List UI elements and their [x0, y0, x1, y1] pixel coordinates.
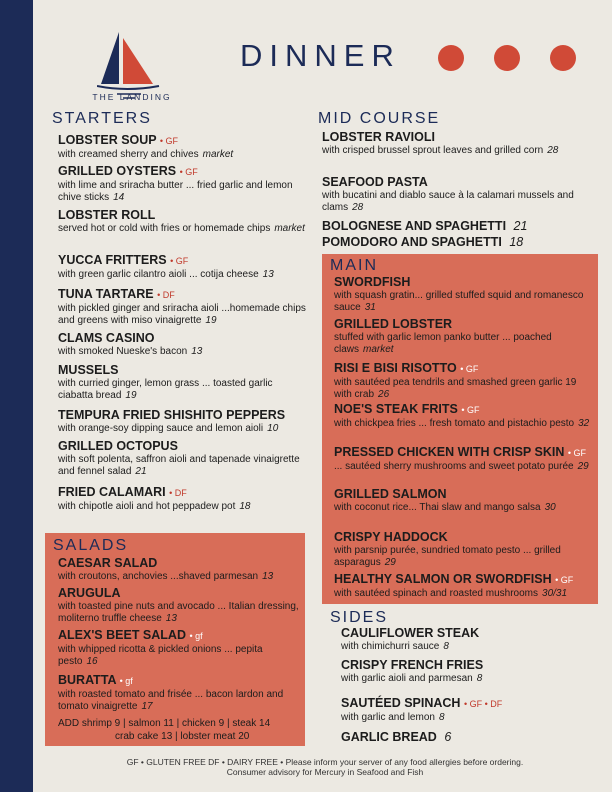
item-name-text: HEALTHY SALMON OR SWORDFISH — [334, 572, 552, 586]
item-name-text: SAUTÉED SPINACH — [341, 696, 461, 710]
item-price: 19 — [125, 390, 137, 401]
diet-tag: • GF — [461, 405, 480, 415]
menu-item — [58, 331, 306, 358]
item-description: with sautéed pea tendrils and smashed green garlic 19 with crab — [334, 377, 577, 400]
menu-item — [341, 626, 596, 653]
item-name-text: BURATTA — [58, 673, 117, 687]
item-description: with parsnip purée, sundried tomato pesto ... grilled asparagus — [334, 545, 561, 568]
item-price: market — [202, 149, 234, 160]
menu-item-name — [58, 439, 306, 454]
menu-item — [322, 219, 597, 234]
menu-item — [334, 572, 596, 600]
item-price: 18 — [509, 235, 524, 249]
item-price: 13 — [262, 269, 274, 280]
item-name-text: GRILLED OCTOPUS — [58, 439, 178, 453]
footer-line-2: Consumer advisory for Mercury in Seafood and Fish — [226, 767, 424, 777]
diet-tag: • GF • DF — [463, 699, 503, 709]
starters-heading: STARTERS — [52, 110, 152, 127]
menu-item-name — [58, 287, 306, 303]
menu-item-name — [322, 175, 597, 190]
menu-item — [58, 586, 303, 625]
item-description: served hot or cold with fries or homemade chips — [58, 223, 271, 234]
item-description: with chickpea fries ... fresh tomato and pistachio pesto — [334, 418, 575, 429]
menu-item — [322, 130, 597, 157]
menu-item-name — [334, 572, 596, 588]
salads-panel — [45, 533, 305, 746]
diet-tag: • GF — [460, 364, 479, 374]
item-name-text: GARLIC BREAD — [341, 730, 437, 744]
item-description: stuffed with garlic lemon panko butter ... poached claws — [334, 332, 552, 355]
menu-item — [58, 556, 303, 583]
item-price: 18 — [239, 501, 251, 512]
diet-tag: • gf — [189, 631, 203, 641]
item-price: 30/31 — [542, 588, 568, 599]
menu-item — [322, 175, 597, 214]
diet-tag: • GF — [179, 167, 198, 177]
item-description: with crisped brussel sprout leaves and grilled corn — [322, 145, 544, 156]
menu-item — [58, 439, 306, 478]
item-price: 31 — [364, 302, 376, 313]
menu-item — [58, 133, 306, 161]
item-name-text: CLAMS CASINO — [58, 331, 155, 345]
salads-add-line: ADD shrimp 9 | salmon 11 | chicken 9 | steak 14 — [58, 718, 271, 729]
menu-item-name — [58, 586, 303, 601]
footer-line-1: GF • GLUTEN FREE DF • DAIRY FREE • Please inform your server of any food allergies before ordering. — [126, 757, 524, 767]
item-name-text: MUSSELS — [58, 363, 119, 377]
mid-course-heading: MID COURSE — [318, 110, 441, 127]
menu-item — [334, 487, 596, 514]
item-description: with pickled ginger and sriracha aioli ...homemade chips and greens with miso vinaigrette — [58, 303, 306, 326]
item-name-text: CRISPY FRENCH FRIES — [341, 658, 484, 672]
item-price: 26 — [378, 389, 390, 400]
menu-item — [58, 253, 306, 281]
item-price: 8 — [476, 673, 483, 684]
menu-item — [334, 317, 596, 356]
item-name-text: LOBSTER ROLL — [58, 208, 156, 222]
menu-item-name — [58, 363, 306, 378]
menu-item-name — [58, 133, 306, 149]
menu-item-name — [334, 361, 596, 377]
menu-item-name — [322, 219, 597, 234]
item-price: 8 — [443, 641, 449, 652]
diet-tag: • GF — [555, 575, 574, 585]
item-description: with squash gratin... grilled stuffed squid and romanesco sauce — [334, 290, 584, 313]
menu-item — [341, 696, 596, 724]
menu-item — [58, 287, 306, 327]
menu-item-name — [58, 673, 303, 689]
item-name-text: LOBSTER SOUP — [58, 133, 157, 147]
menu-item — [334, 402, 596, 430]
item-price: 8 — [438, 712, 445, 723]
footer-note — [55, 757, 595, 777]
item-price: 10 — [267, 423, 279, 434]
item-price: 28 — [547, 145, 559, 156]
item-price: 30 — [544, 502, 556, 513]
menu-item — [322, 235, 597, 250]
item-price: market — [363, 344, 394, 355]
item-price: 16 — [86, 656, 98, 667]
item-price: 29 — [577, 461, 589, 472]
item-description: with whipped ricotta & pickled onions ... pepita pesto — [58, 644, 263, 667]
menu-item — [58, 208, 306, 235]
item-name-text: CAESAR SALAD — [58, 556, 158, 570]
item-name-text: CAULIFLOWER STEAK — [341, 626, 480, 640]
menu-item-name — [334, 275, 596, 290]
item-description: with curried ginger, lemon grass ... toasted garlic ciabatta bread — [58, 378, 273, 401]
menu-item-name — [58, 628, 303, 644]
item-name-text: ARUGULA — [58, 586, 121, 600]
item-description: with soft polenta, saffron aioli and tapenade vinaigrette and fennel salad — [58, 454, 300, 477]
menu-item-name — [334, 530, 596, 545]
menu-item — [58, 628, 303, 668]
decorative-dot — [550, 45, 576, 71]
item-price: 32 — [578, 418, 590, 429]
item-name-text: ALEX'S BEET SALAD — [58, 628, 186, 642]
menu-item-name — [334, 445, 596, 461]
item-name-text: YUCCA FRITTERS — [58, 253, 167, 267]
item-name-text: SWORDFISH — [334, 275, 411, 289]
item-name-text: BOLOGNESE AND SPAGHETTI — [322, 219, 507, 233]
menu-item — [334, 445, 596, 473]
menu-item-name — [334, 487, 596, 502]
menu-item-name — [58, 485, 306, 501]
item-price: 19 — [205, 315, 217, 326]
menu-item-name — [58, 408, 306, 423]
item-description: with creamed sherry and chives — [58, 149, 199, 160]
item-description: with chipotle aioli and hot peppadew pot — [58, 501, 236, 512]
diet-tag: • GF — [170, 256, 189, 266]
menu-item — [334, 275, 596, 314]
menu-item — [341, 730, 596, 745]
item-description: with roasted tomato and frisée ... bacon lardon and tomato vinaigrette — [58, 689, 284, 712]
decorative-dot — [494, 45, 520, 71]
diet-tag: • DF — [157, 290, 175, 300]
item-name-text: GRILLED OYSTERS — [58, 164, 177, 178]
item-description: with bucatini and diablo sauce à la calamari mussels and clams — [322, 190, 574, 213]
menu-item — [58, 673, 303, 713]
decorative-dot — [438, 45, 464, 71]
item-price: 28 — [352, 202, 364, 213]
menu-item-name — [58, 164, 306, 180]
menu-item-name — [322, 130, 597, 145]
diet-tag: • gf — [119, 676, 133, 686]
menu-item — [341, 658, 596, 685]
item-description: with sautéed spinach and roasted mushrooms — [334, 588, 539, 599]
item-name-text: LOBSTER RAVIOLI — [322, 130, 435, 144]
item-description: with lime and sriracha butter ... fried garlic and lemon chive sticks — [58, 180, 293, 203]
menu-item-name — [334, 317, 596, 332]
item-price: 21 — [135, 466, 147, 477]
menu-item — [334, 361, 596, 401]
item-name-text: GRILLED LOBSTER — [334, 317, 453, 331]
item-name-text: SEAFOOD PASTA — [322, 175, 428, 189]
item-price: 21 — [513, 219, 528, 233]
item-description: with garlic and lemon — [341, 712, 435, 723]
item-price: 6 — [444, 730, 452, 744]
menu-item-name — [58, 556, 303, 571]
sides-heading: SIDES — [330, 609, 389, 626]
menu-item-name — [341, 730, 596, 745]
item-name-text: POMODORO AND SPAGHETTI — [322, 235, 502, 249]
item-price: 13 — [262, 571, 274, 582]
item-name-text: TEMPURA FRIED SHISHITO PEPPERS — [58, 408, 286, 422]
item-name-text: GRILLED SALMON — [334, 487, 447, 501]
diet-tag: • DF — [169, 488, 187, 498]
navy-sidebar — [0, 0, 33, 792]
main-panel — [322, 254, 598, 604]
item-description: with chimichurri sauce — [341, 641, 440, 652]
item-description: with croutons, anchovies ...shaved parmesan — [58, 571, 259, 582]
item-name-text: RISI E BISI RISOTTO — [334, 361, 457, 375]
item-description: with garlic aioli and parmesan — [341, 673, 473, 684]
item-price: 17 — [141, 701, 153, 712]
menu-item — [334, 530, 596, 569]
menu-item-name — [341, 696, 596, 712]
item-description: with coconut rice... Thai slaw and mango salsa — [334, 502, 541, 513]
item-name-text: PRESSED CHICKEN WITH CRISP SKIN — [334, 445, 565, 459]
item-name-text: FRIED CALAMARI — [58, 485, 166, 499]
salads-add-line-2: crab cake 13 | lobster meat 20 — [115, 731, 250, 742]
item-price: 13 — [191, 346, 203, 357]
salads-heading: SALADS — [53, 537, 129, 554]
item-price: market — [274, 223, 305, 234]
item-name-text: NOE'S STEAK FRITS — [334, 402, 458, 416]
logo-name: THE LANDING — [92, 92, 172, 102]
menu-item — [58, 363, 306, 402]
diet-tag: • GF — [159, 136, 179, 146]
menu-item-name — [58, 331, 306, 346]
menu-item-name — [341, 626, 596, 641]
item-description: with green garlic cilantro aioli ... cotija cheese — [58, 269, 259, 280]
item-name-text: TUNA TARTARE — [58, 287, 154, 301]
menu-item-name — [341, 658, 596, 673]
item-description: ... sautéed sherry mushrooms and sweet potato purée — [334, 461, 574, 472]
item-price: 13 — [165, 613, 177, 624]
menu-item — [58, 164, 306, 204]
menu-item — [58, 408, 306, 435]
main-heading: MAIN — [330, 257, 378, 274]
item-price: 29 — [384, 557, 396, 568]
diet-tag: • GF — [567, 448, 586, 458]
item-name-text: CRISPY HADDOCK — [334, 530, 448, 544]
menu-item-name — [322, 235, 597, 250]
item-description: with toasted pine nuts and avocado ... Italian dressing, moliterno truffle cheese — [58, 601, 299, 624]
page-title: DINNER — [240, 38, 401, 73]
menu-item-name — [58, 208, 306, 223]
menu-item-name — [334, 402, 596, 418]
menu-item-name — [58, 253, 306, 269]
item-description: with smoked Nueske's bacon — [58, 346, 188, 357]
item-description: with orange-soy dipping sauce and lemon aioli — [58, 423, 264, 434]
item-price: 14 — [113, 192, 125, 203]
menu-item — [58, 485, 306, 513]
